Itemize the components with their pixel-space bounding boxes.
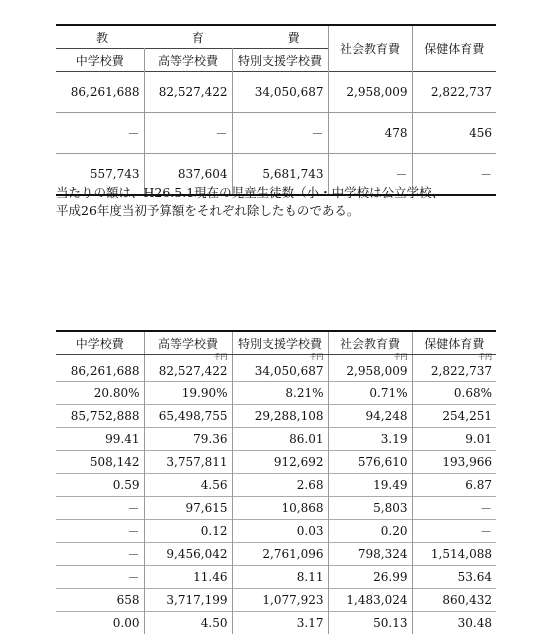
table-cell: 1,077,923 [232,589,328,612]
table-cell: － [412,520,496,543]
table-cell: 9.01 [412,428,496,451]
table-cell: 576,610 [328,451,412,474]
table-cell: － [328,154,412,196]
table-row [56,543,496,566]
table-cell: 3,717,199 [144,589,232,612]
group-header-education: 教 育 費 [56,25,328,49]
table-cell: 5,803 [328,497,412,520]
table-row [56,72,496,113]
cell-value: 86,261,688 [70,364,140,378]
table-cell: 8.21% [232,382,328,405]
header-social-education: 社会教育費 [328,25,412,72]
table-cell: 30.48 [412,612,496,635]
table-cell: 0.59 [56,474,144,497]
table-cell: 557,743 [56,154,144,196]
table-row [56,355,496,382]
table-cell: 9,456,042 [144,543,232,566]
table-cell: 20.80% [56,382,144,405]
table-cell: 29,288,108 [232,405,328,428]
table-cell: 0.71% [328,382,412,405]
table-cell: － [56,566,144,589]
table-cell: 193,966 [412,451,496,474]
education-budget-table [56,24,496,196]
table-cell: － [412,497,496,520]
table-cell: 0.68% [412,382,496,405]
table-row [56,566,496,589]
table-cell: 65,498,755 [144,405,232,428]
table-row [56,428,496,451]
table-cell: － [232,113,328,154]
table-cell: 79.36 [144,428,232,451]
table-cell: － [56,497,144,520]
table-row [56,382,496,405]
table-cell: 19.49 [328,474,412,497]
unit-label: 千円 [478,353,492,361]
table-cell: 10,868 [232,497,328,520]
table-cell: 85,752,888 [56,405,144,428]
table-cell: 912,692 [232,451,328,474]
table-cell: 50.13 [328,612,412,635]
table-cell: 26.99 [328,566,412,589]
table-cell: 97,615 [144,497,232,520]
table-cell: 11.46 [144,566,232,589]
table-cell: 508,142 [56,451,144,474]
table-cell: 3,757,811 [144,451,232,474]
table-cell: 0.03 [232,520,328,543]
table-cell: － [412,154,496,196]
table-row [56,405,496,428]
table-cell: 5,681,743 [232,154,328,196]
table-cell: 860,432 [412,589,496,612]
table-cell: 2,822,737 [412,72,496,113]
cell-value: 82,527,422 [158,364,228,378]
footnote-line: 平成26年度当初予算額をそれぞれ除したものである。 [56,203,360,218]
table-cell: 2.68 [232,474,328,497]
header-high-school: 高等学校費 [144,49,232,72]
header-health-pe: 保健体育費 [412,25,496,72]
table-cell: 2,761,096 [232,543,328,566]
table-cell: 3.19 [328,428,412,451]
unit-label: 千円 [309,353,324,361]
table-cell: 19.90% [144,382,232,405]
table-cell: 2,958,009 [328,72,412,113]
table-cell [232,355,328,382]
table-row [56,497,496,520]
header-high-school: 高等学校費 [144,331,232,355]
footnote-line: 当たりの額は、H26.5.1現在の児童生徒数（小・中学校は公立学校、 [56,185,445,200]
cell-value: 2,958,009 [346,364,408,378]
header-special-support: 特別支援学校費 [232,331,328,355]
table-cell: 1,483,024 [328,589,412,612]
table-cell: 798,324 [328,543,412,566]
table-row [56,474,496,497]
table-row [56,589,496,612]
table-cell: 0.00 [56,612,144,635]
table-cell: 478 [328,113,412,154]
table-cell: 34,050,687 [232,72,328,113]
header-junior-high: 中学校費 [56,49,144,72]
table-cell: 0.20 [328,520,412,543]
table-cell: 658 [56,589,144,612]
footnote [56,184,526,220]
table-cell: 53.64 [412,566,496,589]
header-social-education: 社会教育費 [328,331,412,355]
header-health-pe: 保健体育費 [412,331,496,355]
cell-value: 34,050,687 [254,364,324,378]
table-row [56,113,496,154]
table-cell: － [56,520,144,543]
table-cell: 1,514,088 [412,543,496,566]
unit-label: 千円 [213,353,228,361]
cell-value: 2,822,737 [430,364,492,378]
table-cell: 3.17 [232,612,328,635]
table-cell: 0.12 [144,520,232,543]
table-cell [328,355,412,382]
table-cell: － [56,543,144,566]
unit-label: 千円 [393,353,408,361]
table-cell: 254,251 [412,405,496,428]
table-cell: 86,261,688 [56,72,144,113]
table-cell: 4.56 [144,474,232,497]
table-cell [412,355,496,382]
table-row [56,520,496,543]
table-cell: 456 [412,113,496,154]
header-junior-high: 中学校費 [56,331,144,355]
budget-breakdown-table [56,330,496,634]
table-row [56,451,496,474]
table-cell: － [56,113,144,154]
header-special-support: 特別支援学校費 [232,49,328,72]
table-cell: 82,527,422 [144,72,232,113]
table-cell: 86.01 [232,428,328,451]
table-cell: 6.87 [412,474,496,497]
table-cell: 94,248 [328,405,412,428]
table-cell: 99.41 [56,428,144,451]
table-cell: 837,604 [144,154,232,196]
table-cell: 4.50 [144,612,232,635]
table-row [56,612,496,635]
table-cell: 8.11 [232,566,328,589]
table-cell [56,355,144,382]
table-cell: － [144,113,232,154]
table-cell [144,355,232,382]
